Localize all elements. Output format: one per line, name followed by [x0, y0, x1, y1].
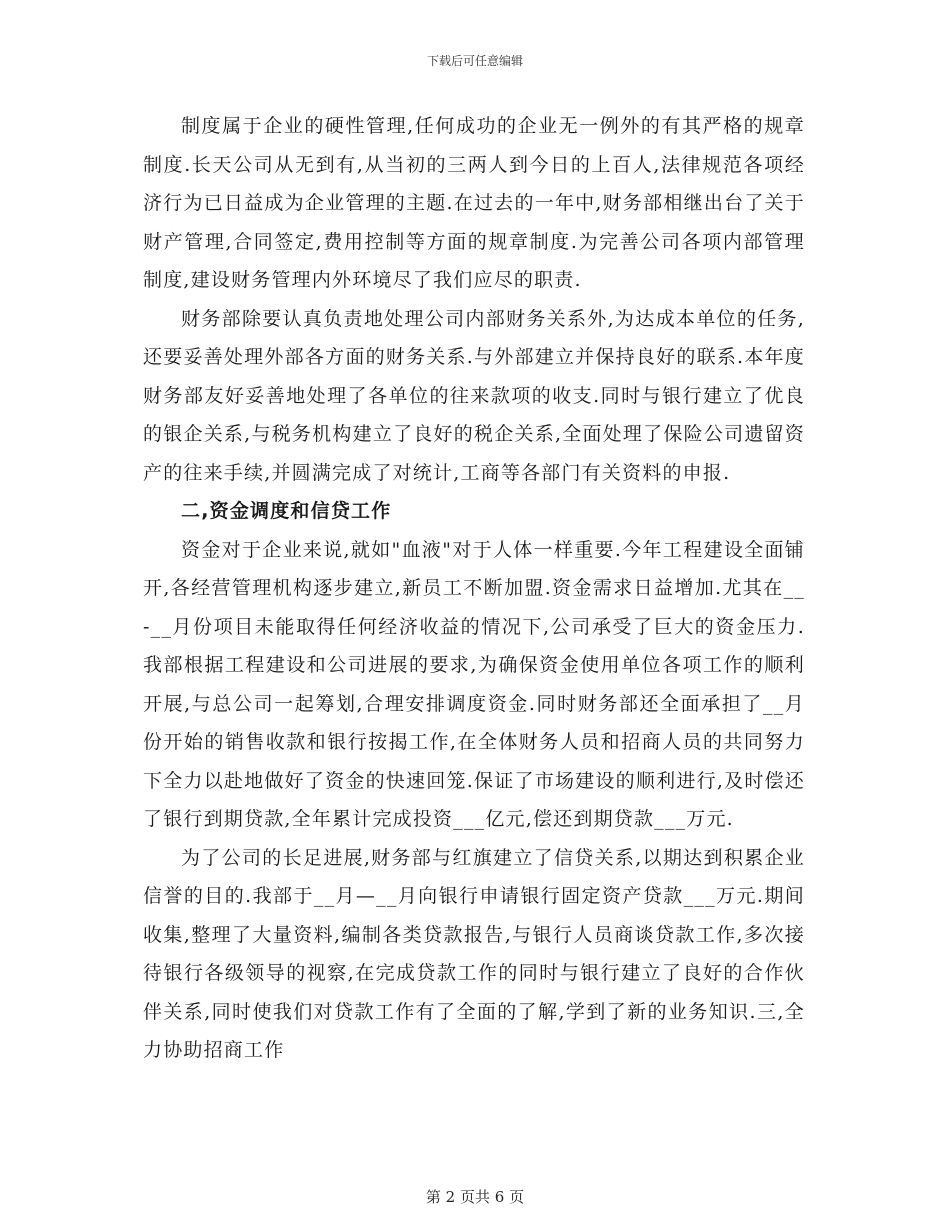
paragraph-external-relations: 财务部除要认真负责地处理公司内部财务关系外,为达成本单位的任务,还要妥善处理外部各方面的财务关系.与外部建立并保持良好的联系.本年度财务部友好妥善地处理了各单位的往来款项的收支.同时与银行建立了优良的银企关系,与税务机构建立了良好的税企关系,全面处理了保险公司遗留资产的往来手续,并圆满完成了对统计,工商等各部门有关资料的申报. [143, 307, 805, 484]
document-body [143, 107, 805, 1070]
paragraph-regulations: 制度属于企业的硬性管理,任何成功的企业无一例外的有其严格的规章制度.长天公司从无到有,从当初的三两人到今日的上百人,法律规范各项经济行为已日益成为企业管理的主题.在过去的一年中,财务部相继出台了关于财产管理,合同签定,费用控制等方面的规章制度.为完善公司各项内部管理制度,建设财务管理内外环境尽了我们应尽的职责. [143, 115, 805, 291]
paragraph-funding: 资金对于企业来说,就如"血液"对于人体一样重要.今年工程建设全面铺开,各经营管理机构逐步建立,新员工不断加盟.资金需求日益增加.尤其在__-__月份项目未能取得任何经济收益的情况下,公司承受了巨大的资金压力.我部根据工程建设和公司进展的要求,为确保资金使用单位各项工作的顺利开展,与总公司一起筹划,合理安排调度资金.同时财务部还全面承担了__月份开始的销售收款和银行按揭工作,在全体财务人员和招商人员的共同努力下全力以赴地做好了资金的快速回笼.保证了市场建设的顺利进行,及时偿还了银行到期贷款,全年累计完成投资___亿元,偿还到期贷款___万元. [143, 538, 805, 830]
section-heading-funding: 二,资金调度和信贷工作 [181, 500, 392, 522]
page-footer: 第 2 页共 6 页 [425, 1188, 525, 1206]
page-header: 下载后可任意编辑 [426, 54, 523, 68]
paragraph-credit: 为了公司的长足进展,财务部与红旗建立了信贷关系,以期达到积累企业信誉的目的.我部于__月—__月向银行申请银行固定资产贷款___万元.期间收集,整理了大量资料,编制各类贷款报告,与银行人员商谈贷款工作,多次接待银行各级领导的视察,在完成贷款工作的同时与银行建立了良好的合作伙伴关系,同时使我们对贷款工作有了全面的了解,学到了新的业务知识.三,全力协助招商工作 [143, 846, 805, 1061]
